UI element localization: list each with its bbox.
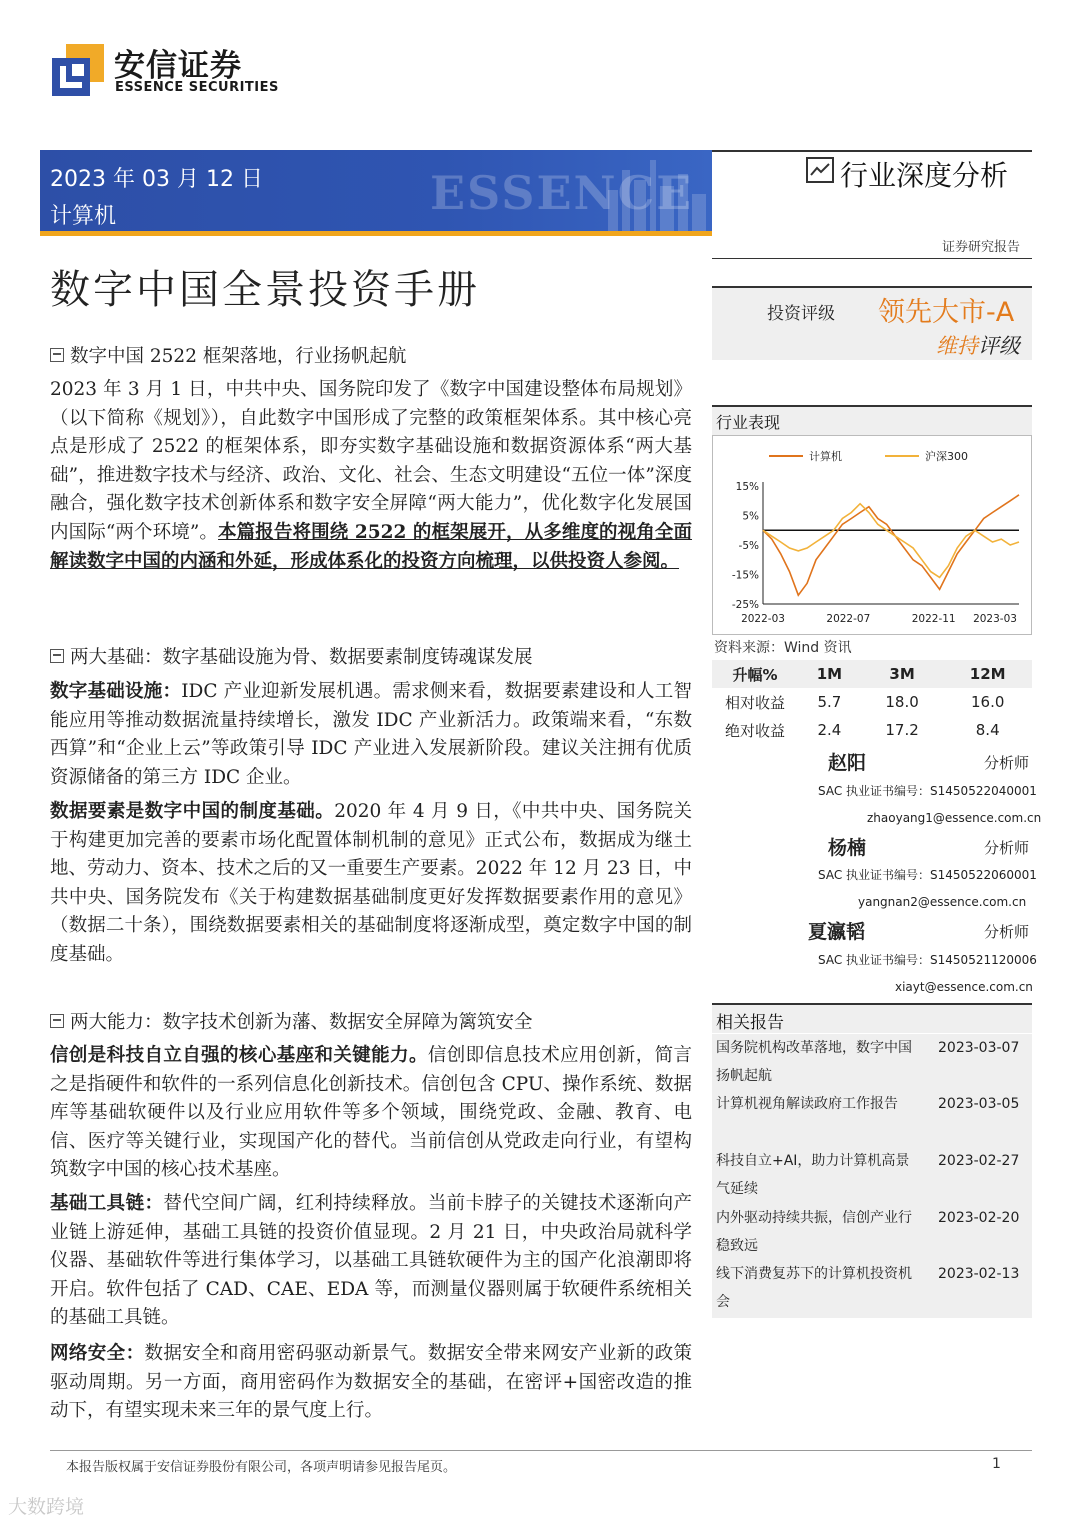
banner-accent-bar bbox=[40, 231, 712, 236]
related-report-item[interactable] bbox=[712, 1260, 1032, 1316]
watermark: 大数跨境 bbox=[8, 1496, 85, 1518]
report-date: 2023 年 03 月 12 日 bbox=[50, 167, 263, 192]
paragraph: 基础工具链：替代空间广阔，红利持续释放。当前卡脖子的关键技术逐渐向产业链上游延伸，基础工具链的投资价值显现。2 月 21 日，中央政治局就科学仪器、基础软件等进行集体学习，以基础工具链软硬件为主的国产化浪潮即将开启。软件包括了 CAD、CAE、EDA 等，而测量仪器则属于软硬件系统相关的基础工具链。 bbox=[50, 1193, 692, 1329]
section-heading: 两大能力：数字技术创新为藩、数据安全屏障为篱筑安全 bbox=[50, 1008, 533, 1034]
page-number: 1 bbox=[992, 1456, 1001, 1472]
related-report-date: 2023-02-20 bbox=[938, 1210, 1020, 1226]
analyst-role: 分析师 bbox=[984, 923, 1030, 941]
analyst-cert: SAC 执业证书编号：S1450522060001 bbox=[818, 868, 1037, 882]
logo-mark-icon bbox=[52, 44, 104, 96]
analyst-email[interactable]: xiayt@essence.com.cn bbox=[895, 980, 1033, 994]
analyst-name: 杨楠 bbox=[828, 837, 867, 859]
paragraph: 2023 年 3 月 1 日，中共中央、国务院印发了《数字中国建设整体布局规划》（以下简称《规划》），自此数字中国形成了完整的政策框架体系。其中核心亮点是形成了 2522 的框架体系，即夯实数字基础设施和数据资源体系“两大基础”，推进数字技术与经济、政治、文化、社会、生态文明建设“五位一体”深度融合，强化数字技术创新体系和数字安全屏障“两大能力”，优化数字化发展国内国际“两个环境”。本篇报告将围绕 2522 的框架展开，从多维度的视角全面解读数字中国的内涵和外延，形成体系化的投资方向梳理，以供投资人参阅。 bbox=[50, 379, 693, 572]
report-type-label: 行业深度分析 bbox=[840, 159, 1009, 192]
table-cell: 17.2 bbox=[885, 721, 919, 739]
paragraph: 数据要素是数字中国的制度基础。2020 年 4 月 9 日，《中共中央、国务院关于构建更加完善的要素市场化配置体制机制的意见》正式公布，数据成为继土地、劳动力、资本、技术之后的又一重要生产要素。2022 年 12 月 23 日，中共中央、国务院发布《关于构建数据基础制度更好发挥数据要素作用的意见》（数据二十条），围绕数据要素相关的基础制度将逐渐成型，奠定数字中国的制度基础。 bbox=[50, 801, 692, 965]
table-cell: 2.4 bbox=[817, 721, 842, 739]
analyst-cert: SAC 执业证书编号：S1450522040001 bbox=[818, 784, 1037, 798]
legend-label: 计算机 bbox=[809, 450, 842, 463]
chart-source: 资料来源：Wind 资讯 bbox=[714, 640, 852, 656]
analyst-email[interactable]: yangnan2@essence.com.cn bbox=[858, 895, 1027, 909]
performance-title: 行业表现 bbox=[716, 413, 781, 432]
analyst-cert: SAC 执业证书编号：S1450521120006 bbox=[818, 953, 1037, 967]
x-tick-label: 2022-11 bbox=[911, 613, 956, 625]
y-tick-label: -5% bbox=[738, 540, 759, 552]
table-header-row bbox=[712, 660, 1032, 688]
emphasis-text: 本篇报告将围绕 2522 的框架展开，从多维度的视角全面解读数字中国的内涵和外延，形成体系化的投资方向梳理，以供投资人参阅。 bbox=[50, 521, 693, 572]
divider bbox=[712, 150, 1032, 152]
table-row bbox=[712, 688, 1032, 716]
x-tick-label: 2023-03 bbox=[973, 613, 1017, 625]
header-banner bbox=[40, 150, 712, 236]
section-bullet-icon bbox=[50, 649, 64, 663]
section-bullet-icon bbox=[50, 348, 64, 362]
line-chart bbox=[713, 436, 1031, 634]
series-line bbox=[763, 504, 1019, 578]
section-heading: 两大基础：数字基础设施为骨、数据要素制度铸魂谋发展 bbox=[50, 643, 533, 669]
table-header-cell: 1M bbox=[798, 660, 861, 688]
related-report-title[interactable]: 科技自立+AI，助力计算机高景气延续 bbox=[716, 1153, 910, 1197]
report-kind: 证券研究报告 bbox=[941, 240, 1020, 255]
related-report-date: 2023-02-27 bbox=[938, 1153, 1020, 1169]
y-tick-label: 15% bbox=[735, 481, 759, 493]
section-bullet-icon bbox=[50, 1014, 64, 1028]
table-header-cell: 3M bbox=[861, 660, 944, 688]
page-title: 数字中国全景投资手册 bbox=[50, 267, 480, 313]
rating-maintain: 维持评级 bbox=[936, 334, 1020, 358]
analyst-name: 赵阳 bbox=[828, 752, 867, 774]
rating-value: 领先大市-A bbox=[878, 297, 1015, 328]
y-tick-label: -15% bbox=[731, 569, 759, 582]
related-report-title[interactable]: 线下消费复苏下的计算机投资机会 bbox=[716, 1266, 912, 1310]
related-report-item[interactable] bbox=[712, 1090, 1032, 1146]
related-reports-list bbox=[712, 1034, 1032, 1318]
table-cell: 16.0 bbox=[970, 693, 1005, 711]
related-reports-title: 相关报告 bbox=[716, 1013, 784, 1033]
y-tick-label: 5% bbox=[742, 510, 759, 523]
analyst-role: 分析师 bbox=[984, 754, 1030, 772]
legend-label: 沪深300 bbox=[925, 450, 968, 463]
table-row bbox=[712, 716, 1032, 744]
paragraph: 信创是科技自立自强的核心基座和关键能力。信创即信息技术应用创新，简言之是指硬件和软件的一系列信息化创新技术。信创包含 CPU、操作系统、数据库等基础软硬件以及行业应用软件等多个领域，围绕党政、金融、教育、电信、医疗等关键行业，实现国产化的替代。当前信创从党政走向行业，有望构筑数字中国的核心技术基座。 bbox=[50, 1045, 692, 1181]
analyst-name: 夏瀛韬 bbox=[808, 921, 866, 943]
performance-table bbox=[712, 660, 1032, 744]
table-header-cell: 升幅% bbox=[712, 660, 798, 688]
logo-text-cn: 安信证券 bbox=[114, 48, 242, 84]
chart-trend-icon bbox=[806, 157, 834, 183]
company-logo bbox=[52, 40, 282, 100]
related-report-date: 2023-03-05 bbox=[938, 1096, 1020, 1112]
related-report-item[interactable] bbox=[712, 1147, 1032, 1203]
table-cell: 绝对收益 bbox=[724, 721, 785, 740]
paragraph: 网络安全：数据安全和商用密码驱动新景气。数据安全带来网安产业新的政策驱动周期。另一方面，商用密码作为数据安全的基础，在密评+国密改造的推动下，有望实现未来三年的景气度上行。 bbox=[50, 1343, 692, 1422]
related-reports-header bbox=[712, 1003, 1032, 1033]
logo-text-en: ESSENCE SECURITIES bbox=[115, 80, 279, 95]
related-report-item[interactable] bbox=[712, 1034, 1032, 1090]
analyst-email[interactable]: zhaoyang1@essence.com.cn bbox=[867, 811, 1042, 825]
industry-name: 计算机 bbox=[50, 204, 117, 229]
rating-box bbox=[712, 286, 1032, 360]
table-header-cell: 12M bbox=[943, 660, 1032, 688]
related-report-date: 2023-03-07 bbox=[938, 1040, 1020, 1056]
divider bbox=[712, 258, 1032, 259]
related-report-item[interactable] bbox=[712, 1204, 1032, 1260]
related-report-title[interactable]: 计算机视角解读政府工作报告 bbox=[716, 1096, 898, 1112]
performance-chart bbox=[712, 435, 1032, 635]
x-tick-label: 2022-07 bbox=[826, 613, 871, 625]
table-cell: 5.7 bbox=[817, 693, 842, 711]
analyst-role: 分析师 bbox=[984, 839, 1030, 857]
related-report-title[interactable]: 国务院机构改革落地，数字中国扬帆起航 bbox=[716, 1040, 912, 1084]
table-cell: 8.4 bbox=[975, 721, 1000, 739]
series-line bbox=[763, 495, 1019, 595]
footer-divider bbox=[50, 1450, 1032, 1451]
table-cell: 18.0 bbox=[885, 693, 919, 711]
related-report-title[interactable]: 内外驱动持续共振，信创产业行稳致远 bbox=[716, 1210, 912, 1254]
x-tick-label: 2022-03 bbox=[741, 613, 785, 625]
report-type bbox=[806, 154, 1032, 194]
y-tick-label: -25% bbox=[731, 599, 759, 611]
banner-watermark: ESSENCE bbox=[430, 166, 694, 220]
performance-header bbox=[712, 405, 1032, 435]
table-cell: 相对收益 bbox=[724, 693, 785, 712]
related-report-date: 2023-02-13 bbox=[938, 1266, 1020, 1282]
footer-disclaimer: 本报告版权属于安信证券股份有限公司，各项声明请参见报告尾页。 bbox=[66, 1460, 457, 1475]
paragraph: 数字基础设施：IDC 产业迎新发展机遇。需求侧来看，数据要素建设和人工智能应用等推动数据流量持续增长，激发 IDC 产业新活力。政策端来看，“东数西算”和“企业上云”等政策引导 IDC 产业进入发展新阶段。建议关注拥有优质资源储备的第三方 IDC 企业。 bbox=[50, 681, 692, 788]
rating-label: 投资评级 bbox=[767, 304, 835, 324]
section-heading: 数字中国 2522 框架落地，行业扬帆起航 bbox=[50, 342, 406, 368]
